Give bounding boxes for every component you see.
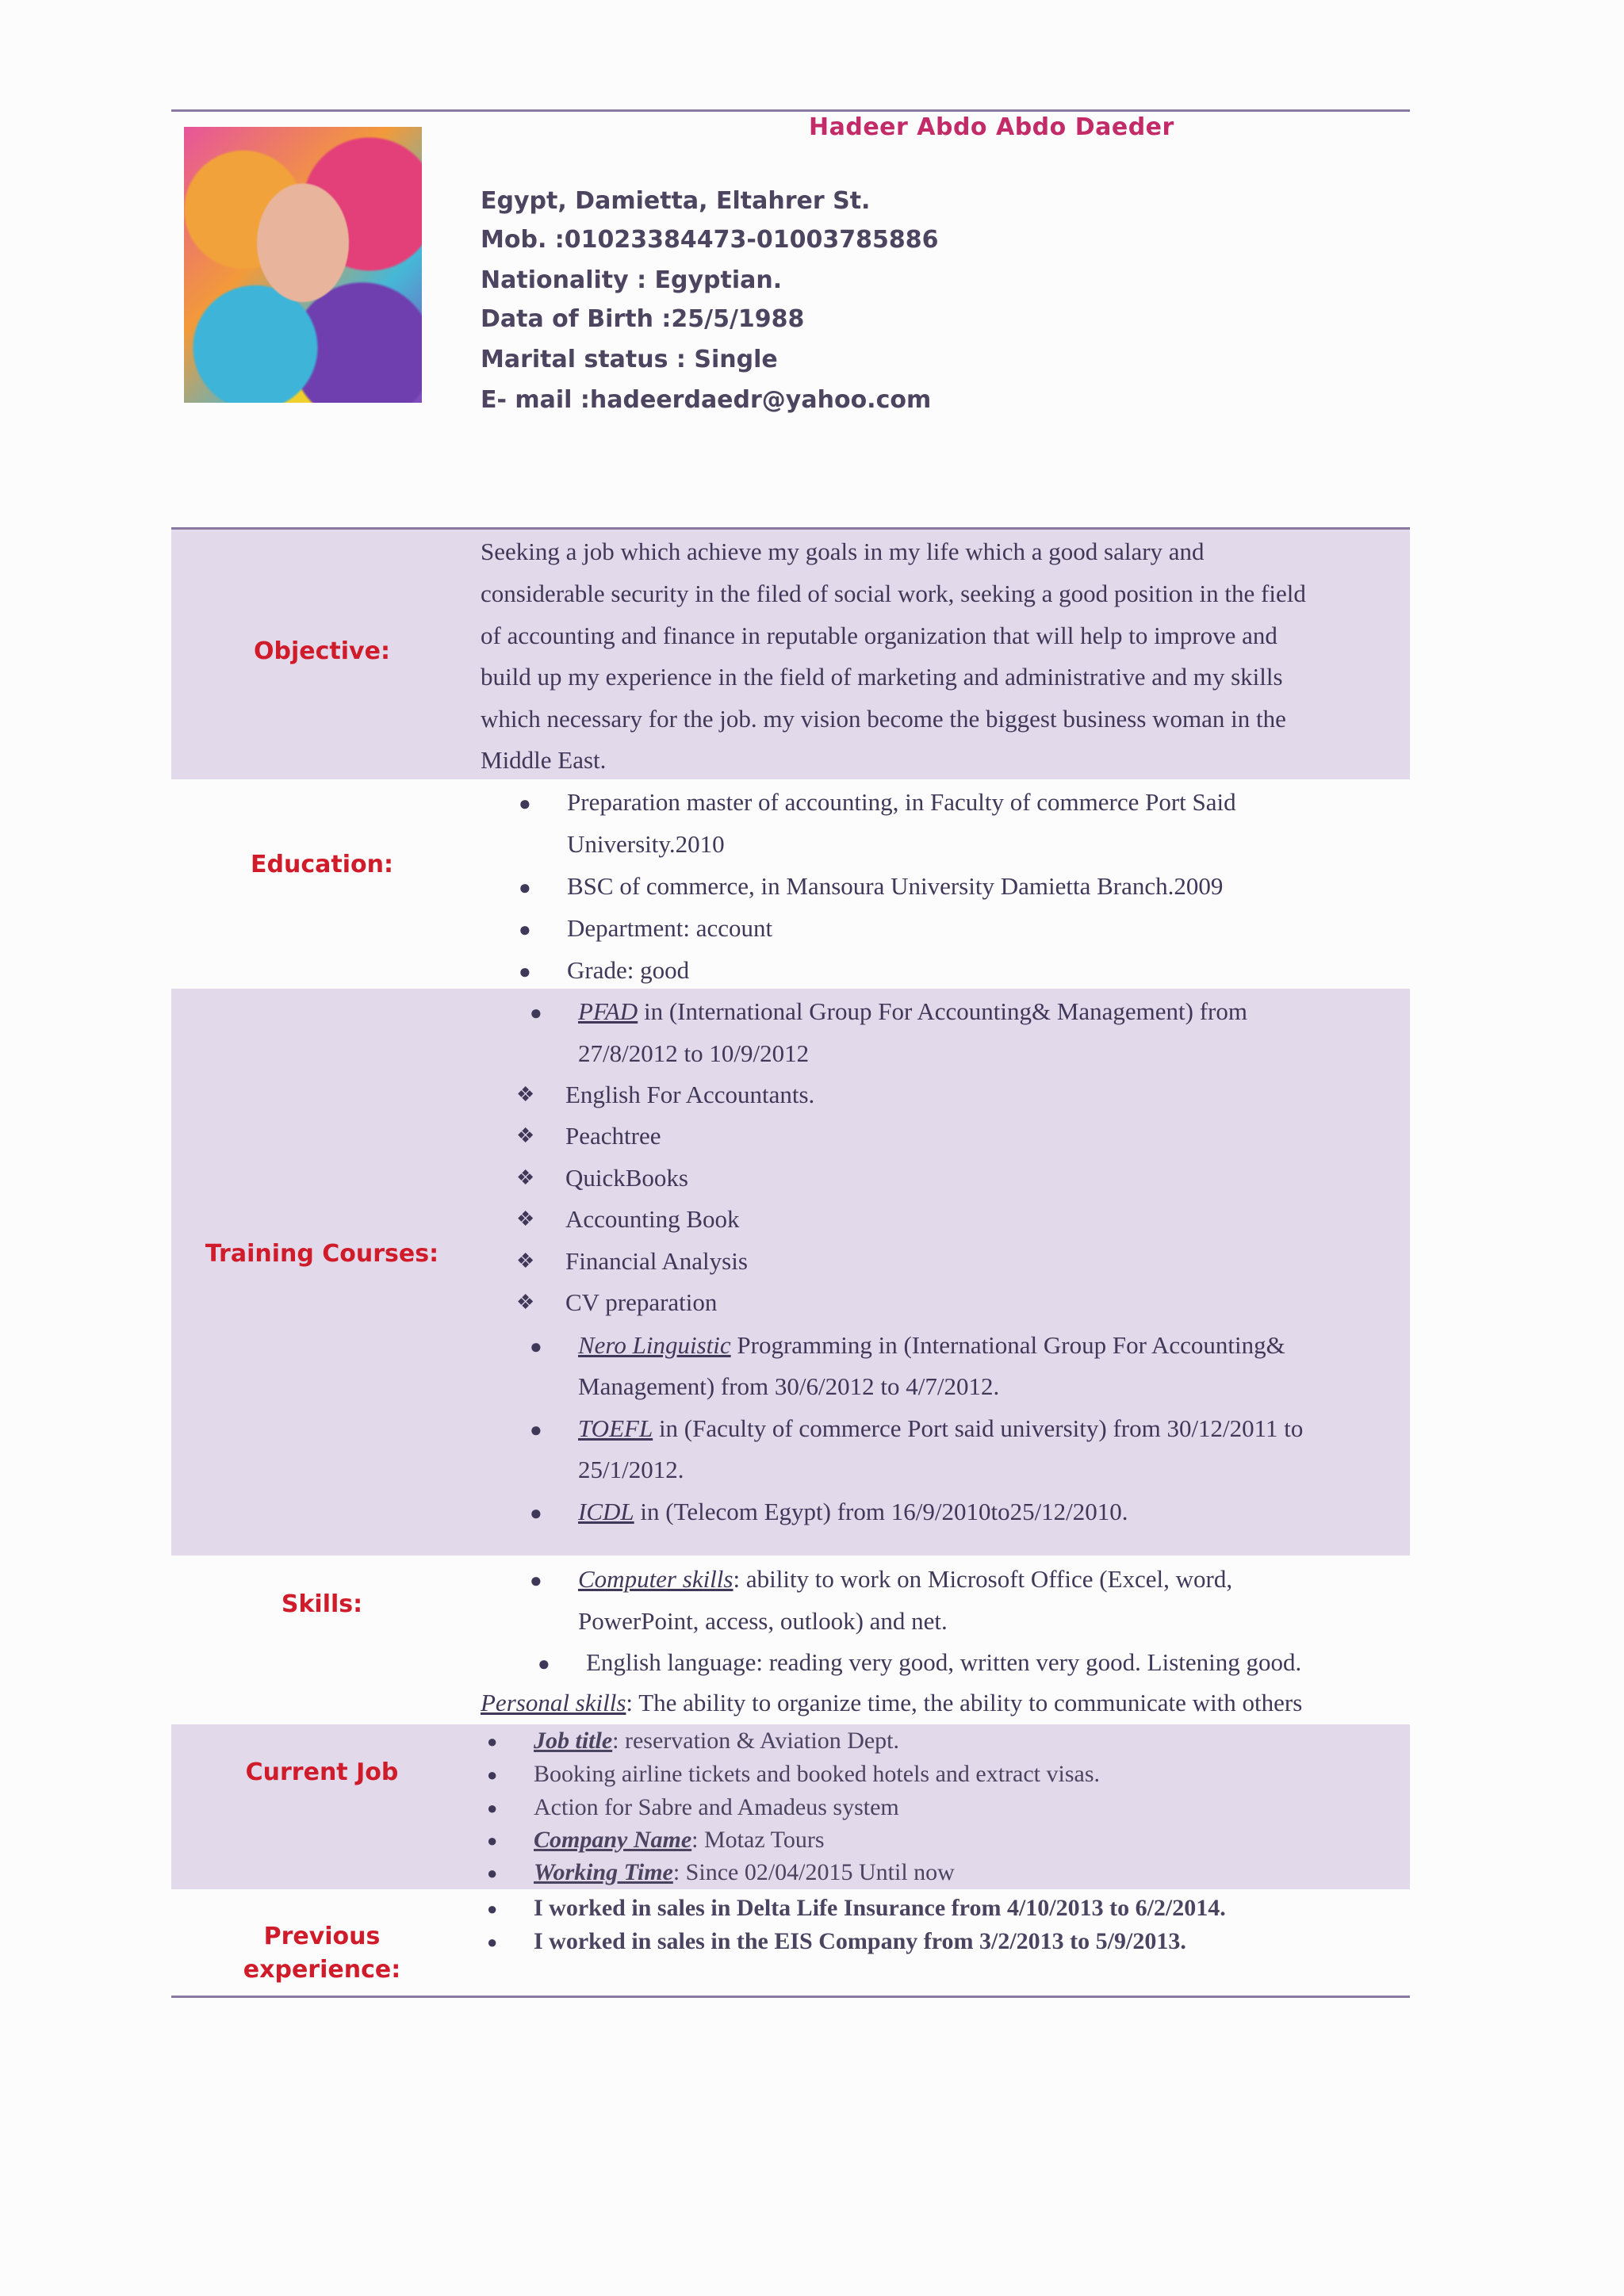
objective-line: considerable security in the filed of social work, seeking a good position in the field xyxy=(481,580,1306,607)
training-item-pfad-dates: 27/8/2012 to 10/9/2012 xyxy=(578,1039,810,1067)
objective-line: which necessary for the job. my vision become the biggest business woman in the xyxy=(481,705,1286,733)
objective-line: build up my experience in the field of marketing and administrative and my skills xyxy=(481,663,1283,691)
job-title: Job title: reservation & Aviation Dept. xyxy=(534,1728,900,1754)
bullet-icon: ● xyxy=(487,1899,498,1919)
bullet-icon: ● xyxy=(487,1932,498,1952)
job-duty: Booking airline tickets and booked hotels and extract visas. xyxy=(534,1761,1100,1787)
top-rule xyxy=(171,109,1410,112)
diamond-bullet-icon: ❖ xyxy=(516,1166,535,1189)
personal-skills: Personal skills: The ability to organize time, the ability to communicate with others xyxy=(481,1689,1303,1716)
course-title: PFAD xyxy=(578,997,638,1025)
bullet-icon: ● xyxy=(487,1831,498,1850)
bullet-icon: ● xyxy=(530,1418,542,1441)
bullet-icon: ● xyxy=(538,1652,550,1675)
working-time-label: Working Time xyxy=(534,1859,673,1885)
course-item: CV preparation xyxy=(565,1288,718,1316)
training-item-nlp-dates: Management) from 30/6/2012 to 4/7/2012. xyxy=(578,1372,1000,1400)
previous-item: I worked in sales in Delta Life Insurance from 4/10/2013 to 6/2/2014. xyxy=(534,1895,1226,1921)
address: Egypt, Damietta, Eltahrer St. xyxy=(481,187,871,215)
education-item: University.2010 xyxy=(567,830,725,858)
course-title: ICDL xyxy=(578,1498,634,1525)
education-item: Department: account xyxy=(567,914,773,942)
diamond-bullet-icon: ❖ xyxy=(516,1291,535,1314)
training-item-pfad: PFAD in (International Group For Accounting& Management) from xyxy=(578,997,1247,1025)
course-item: QuickBooks xyxy=(565,1164,688,1192)
diamond-bullet-icon: ❖ xyxy=(516,1083,535,1106)
training-item-toefl-dates: 25/1/2012. xyxy=(578,1456,684,1483)
course-item: Financial Analysis xyxy=(565,1247,748,1275)
mobile: Mob. :01023384473-01003785886 xyxy=(481,226,939,254)
course-title: Nero Linguistic xyxy=(578,1331,731,1359)
email: E- mail :hadeerdaedr@yahoo.com xyxy=(481,386,932,414)
skills-label: Skills: xyxy=(281,1590,363,1618)
training-item-toefl: TOEFL in (Faculty of commerce Port said university) from 30/12/2011 to xyxy=(578,1414,1304,1442)
computer-skills-line2: PowerPoint, access, outlook) and net. xyxy=(578,1607,948,1635)
education-item: BSC of commerce, in Mansoura University Damietta Branch.2009 xyxy=(567,872,1224,900)
bullet-icon: ● xyxy=(487,1798,498,1818)
bullet-icon: ● xyxy=(519,792,531,815)
job-duty: Action for Sabre and Amadeus system xyxy=(534,1794,899,1820)
marital-status: Marital status : Single xyxy=(481,346,778,373)
current-job-label: Current Job xyxy=(245,1758,399,1786)
objective-label: Objective: xyxy=(254,637,390,665)
working-time: Working Time: Since 02/04/2015 Until now xyxy=(534,1859,955,1885)
english-skills: English language: reading very good, written very good. Listening good. xyxy=(586,1648,1302,1676)
profile-photo xyxy=(184,127,422,403)
bullet-icon: ● xyxy=(530,1569,542,1592)
bullet-icon: ● xyxy=(487,1732,498,1751)
bullet-icon: ● xyxy=(519,918,531,941)
objective-line: Middle East. xyxy=(481,746,607,774)
bullet-icon: ● xyxy=(530,1502,542,1525)
education-label: Education: xyxy=(251,851,393,878)
bullet-icon: ● xyxy=(519,960,531,983)
objective-line: of accounting and finance in reputable organization that will help to improve and xyxy=(481,622,1277,649)
bullet-icon: ● xyxy=(487,1765,498,1785)
education-item: Preparation master of accounting, in Faculty of commerce Port Said xyxy=(567,788,1236,816)
previous-item: I worked in sales in the EIS Company from 3/2/2013 to 5/9/2013. xyxy=(534,1928,1186,1954)
bullet-icon: ● xyxy=(487,1863,498,1883)
skill-title: Computer skills xyxy=(578,1565,733,1593)
training-item-nlp: Nero Linguistic Programming in (International Group For Accounting& xyxy=(578,1331,1285,1359)
course-item: English For Accountants. xyxy=(565,1081,815,1108)
previous-label: Previous experience: xyxy=(243,1923,401,1984)
course-item: Accounting Book xyxy=(565,1205,740,1233)
bottom-rule xyxy=(171,1996,1410,1998)
training-item-icdl: ICDL in (Telecom Egypt) from 16/9/2010to25/12/2010. xyxy=(578,1498,1128,1525)
skill-title: Personal skills xyxy=(481,1689,626,1716)
job-title-label: Job title xyxy=(534,1728,613,1754)
education-item: Grade: good xyxy=(567,956,690,984)
course-item: Peachtree xyxy=(565,1122,661,1150)
date-of-birth: Data of Birth :25/5/1988 xyxy=(481,305,805,333)
training-label: Training Courses: xyxy=(205,1240,439,1268)
course-title: TOEFL xyxy=(578,1414,653,1442)
candidate-name: Hadeer Abdo Abdo Daeder xyxy=(809,113,1174,141)
diamond-bullet-icon: ❖ xyxy=(516,1249,535,1272)
company-name-label: Company Name xyxy=(534,1827,692,1853)
nationality: Nationality : Egyptian. xyxy=(481,266,783,294)
diamond-bullet-icon: ❖ xyxy=(516,1207,535,1230)
diamond-bullet-icon: ❖ xyxy=(516,1124,535,1147)
bullet-icon: ● xyxy=(530,1001,542,1024)
computer-skills: Computer skills: ability to work on Microsoft Office (Excel, word, xyxy=(578,1565,1233,1593)
objective-line: Seeking a job which achieve my goals in my life which a good salary and xyxy=(481,538,1205,565)
bullet-icon: ● xyxy=(530,1335,542,1358)
bullet-icon: ● xyxy=(519,876,531,899)
company-name: Company Name: Motaz Tours xyxy=(534,1827,825,1853)
